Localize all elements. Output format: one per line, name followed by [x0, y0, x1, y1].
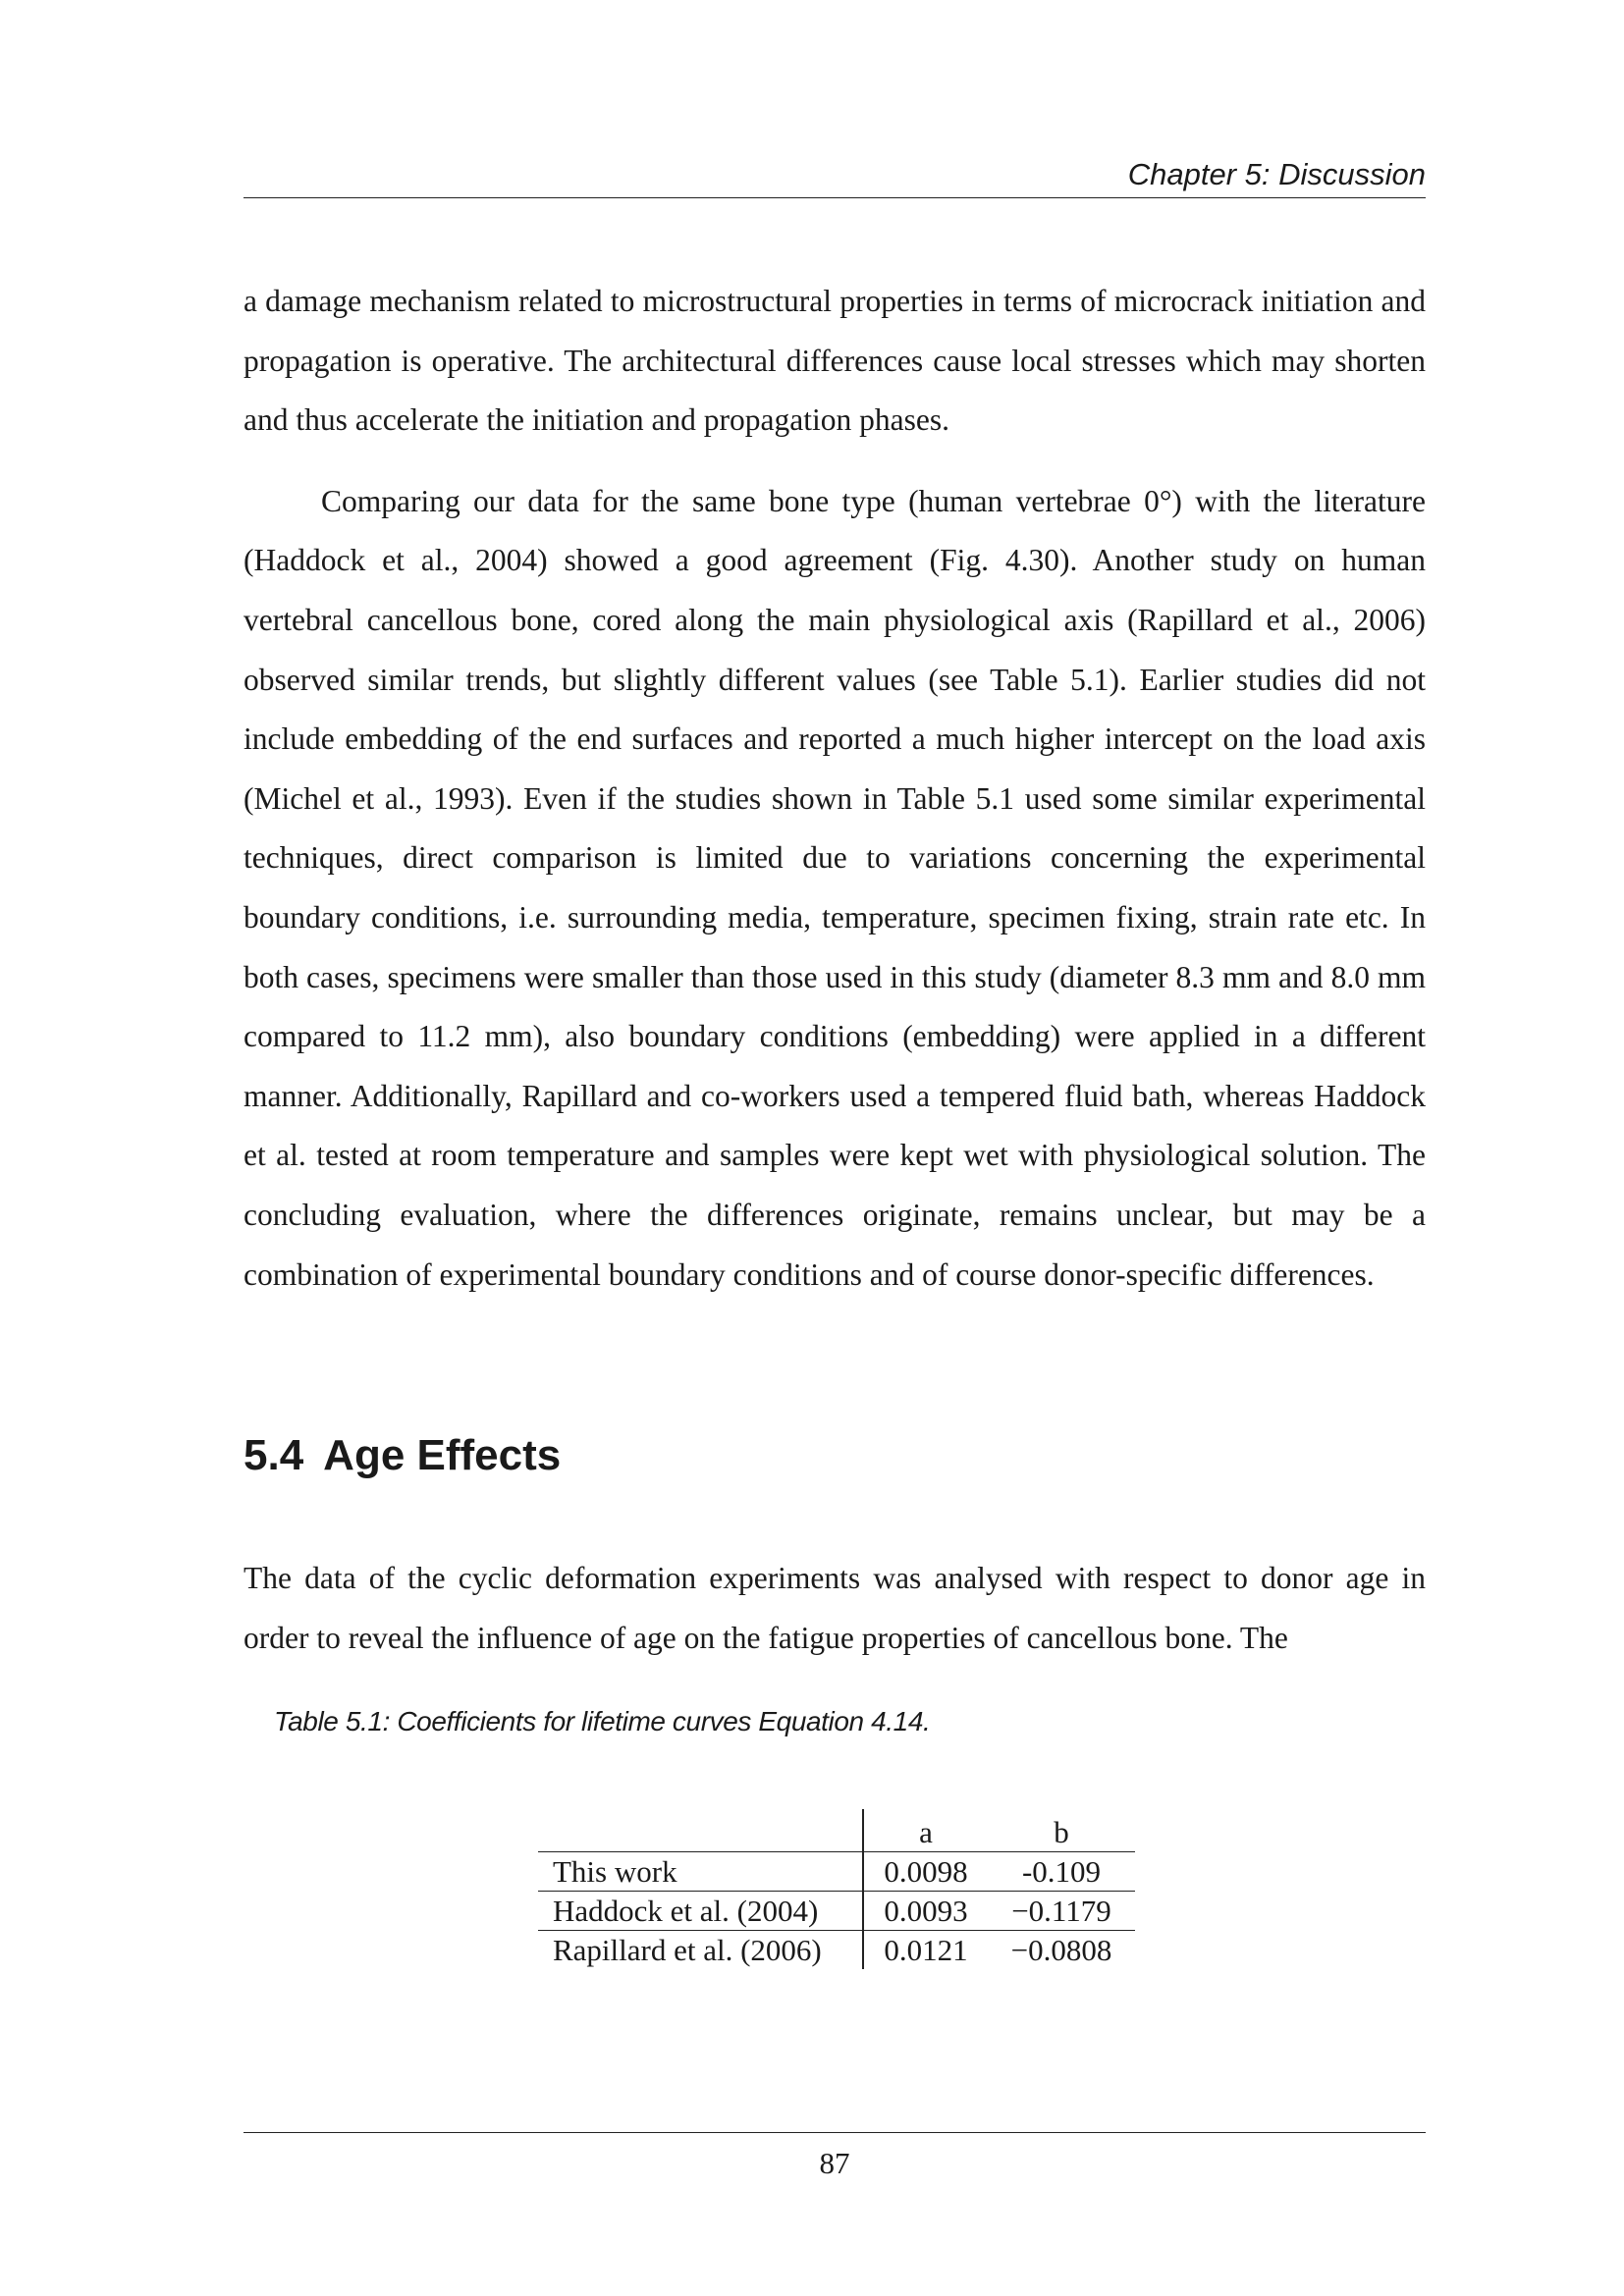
- paragraph: a damage mechanism related to microstructural properties in terms of microcrack initiation and propagation is operative. The architectural differences cause local stresses which may shorten and thus accelerate the initiation and propagation phases.: [244, 284, 1426, 438]
- page-number: 87: [819, 2146, 850, 2180]
- body-text: [244, 272, 1426, 1326]
- cell-a: 0.0093: [863, 1892, 988, 1931]
- cell-a: 0.0098: [863, 1852, 988, 1892]
- header-rule: [244, 197, 1426, 198]
- running-head: Chapter 5: Discussion: [1127, 157, 1426, 191]
- cell-b: −0.0808: [988, 1931, 1135, 1970]
- cell-a: 0.0121: [863, 1931, 988, 1970]
- cell-b: −0.1179: [988, 1892, 1135, 1931]
- paragraph: Comparing our data for the same bone type (human vertebrae 0°) with the literature (Haddock et al., 2004) showed a good agreement (Fig. 4.30). Another study on human vertebral cancellous bone, cored along the main physiological axis (Rapillard et al., 2006) observed similar trends, but slightly different values (see Table 5.1). Earlier studies did not include embedding of the end surfaces and reported a much higher intercept on the load axis (Michel et al., 1993). Even if the studies shown in Table 5.1 used some similar experimental techniques, direct comparison is limited due to variations concerning the experimental boundary conditions, i.e. surrounding media, temperature, specimen fixing, strain rate etc. In both cases, specimens were smaller than those used in this study (diameter 8.3 mm and 8.0 mm compared to 11.2 mm), also boundary conditions (embedding) were applied in a different manner. Additionally, Rapillard and co-workers used a tempered fluid bath, whereas Haddock et al. tested at room temperature and samples were kept wet with physiological solution. The concluding evaluation, where the differences originate, remains unclear, but may be a combination of experimental boundary conditions and of course donor-specific differences.: [244, 483, 1426, 1292]
- row-label: Haddock et al. (2004): [538, 1892, 863, 1931]
- cell-b: -0.109: [988, 1852, 1135, 1892]
- coefficients-table: [538, 1809, 1135, 1969]
- row-label: This work: [538, 1852, 863, 1892]
- table-row: [538, 1852, 1135, 1892]
- column-header-a: a: [919, 1815, 933, 1849]
- section-number: 5.4: [244, 1431, 304, 1479]
- column-header-label: [538, 1809, 863, 1852]
- table-row: [538, 1892, 1135, 1931]
- paragraph: The data of the cyclic deformation experiments was analysed with respect to donor age in order to reveal the influence of age on the fatigue properties of cancellous bone. The: [244, 1561, 1426, 1655]
- column-header-b: b: [1054, 1815, 1069, 1849]
- row-label: Rapillard et al. (2006): [538, 1931, 863, 1970]
- table-header-row: [538, 1809, 1135, 1852]
- table-caption: Table 5.1: Coefficients for lifetime curves Equation 4.14.: [274, 1706, 931, 1736]
- footer-rule: [244, 2132, 1426, 2133]
- section-title: Age Effects: [323, 1431, 562, 1479]
- section-heading: [244, 1428, 561, 1483]
- table-row: [538, 1931, 1135, 1970]
